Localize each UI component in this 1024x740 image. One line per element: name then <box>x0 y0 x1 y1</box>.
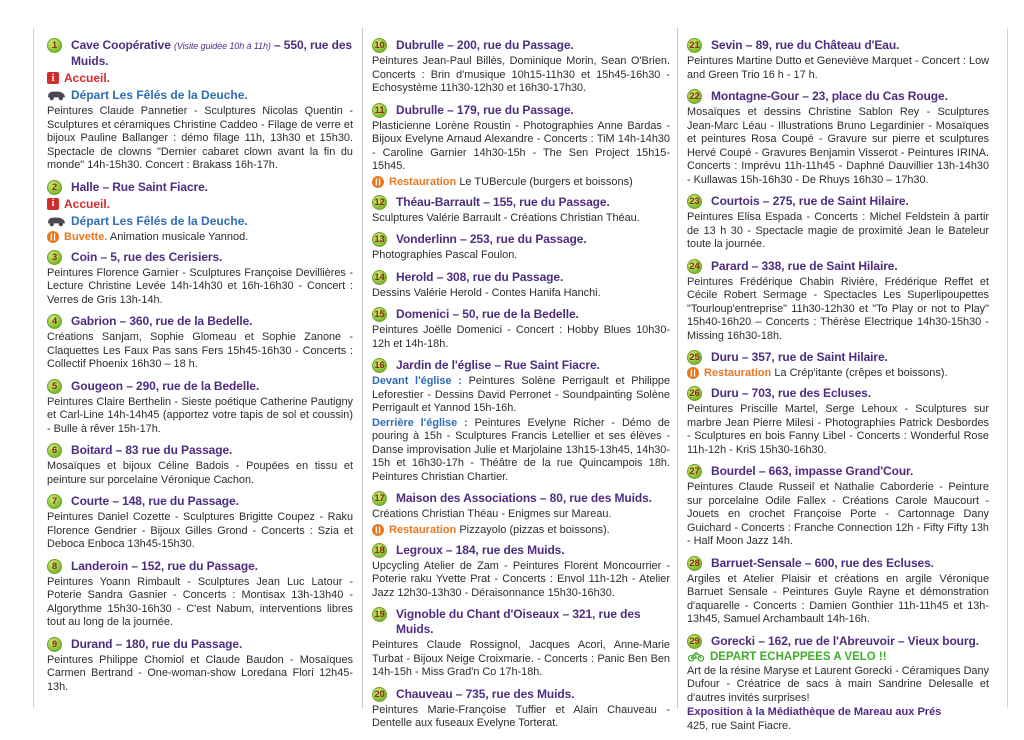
program-entry <box>687 350 989 379</box>
entry-address: – 338, rue de Saint Hilaire. <box>751 258 898 273</box>
buvette-row <box>47 231 353 243</box>
restauration-label: Restauration <box>704 367 772 379</box>
restauration-icon <box>687 367 699 379</box>
program-entry <box>47 379 353 437</box>
entry-description <box>47 654 353 695</box>
body-lead: Derrière l'église : <box>372 416 468 429</box>
entry-description <box>372 324 670 351</box>
entry-number-badge: 14 <box>372 270 387 285</box>
accueil-row <box>47 197 353 211</box>
entry-number-badge: 18 <box>372 543 387 558</box>
entry-description-text: Argiles et Atelier Plaisir et créations en argile Véronique Barruet Sensale - Peintures Guyle Rayne et démonstration d'aquarelle - Concerts : Damien Gonthier 11h-11h45 et 13h-13h45, Samuel Archambault 14h-16h. <box>687 572 989 625</box>
restauration-row <box>687 367 989 379</box>
entry-title <box>372 307 670 322</box>
entry-title <box>372 270 670 285</box>
restauration-detail: Pizzayolo (pizzas et boissons). <box>459 523 610 536</box>
entry-title <box>372 103 670 118</box>
entry-address: – 184, rue des Muids. <box>445 542 565 557</box>
entry-description <box>687 481 989 549</box>
entry-address: – 148, rue du Passage. <box>112 494 239 508</box>
program-entry <box>47 250 353 308</box>
entry-title <box>372 195 670 210</box>
entry-title <box>687 634 989 649</box>
page-left-rule <box>33 28 34 708</box>
accueil-row <box>47 71 353 85</box>
entry-number-badge: 12 <box>372 195 387 210</box>
entry-description-text: Upcycling Atelier de Zam - Peintures Florent Moncourrier - Poterie raku Yvette Prat - Concerts : Envol 11h-12h - Atelier Jazz 12h30-13h30 - Déraisonnance 15h30-16h30. <box>372 559 670 599</box>
entry-venue-name: Maison des Associations <box>396 491 537 505</box>
entry-venue-name: Bourdel <box>711 464 756 478</box>
entry-address: – 5, rue des Cerisiers. <box>100 249 223 264</box>
entry-title <box>687 89 989 104</box>
entry-description <box>372 55 670 96</box>
depart-row-label: Départ Les Fêlés de la Deuche. <box>71 213 248 228</box>
program-entry <box>372 491 670 536</box>
entry-description <box>372 375 670 416</box>
accueil-info-icon: i <box>47 198 59 210</box>
program-entry <box>372 543 670 601</box>
entry-venue-name: Gougeon <box>71 378 123 393</box>
entry-description <box>687 276 989 344</box>
entry-number-badge: 5 <box>47 379 62 394</box>
entry-description-text: Peintures Claude Pannetier - Sculptures Nicolas Quentin - Sculptures et céramiques Christine Caddeo - Filage de verre et bijoux Pauline Ballanger : démo filage 11h, 13h30 et 15h30. Spectacle de clowns "Dernier cabaret clown avant la fin du monde" 14h-15h30. Concert : Brakass 16h-17h. <box>47 105 353 171</box>
entry-description <box>47 511 353 552</box>
restauration-row-text <box>389 176 633 188</box>
entry-title <box>687 259 989 274</box>
entry-description <box>687 106 989 187</box>
accueil-row-label: Accueil. <box>64 196 111 211</box>
entry-venue-name: Gabrion <box>71 314 117 328</box>
entry-address: – 200, rue du Passage. <box>447 38 574 52</box>
buvette-label: Buvette. <box>64 230 108 243</box>
entry-address: – 80, rue des Muids. <box>539 491 652 505</box>
restauration-row <box>372 176 670 188</box>
entry-title <box>47 494 353 509</box>
entry-number-badge: 25 <box>687 350 702 365</box>
entry-description-text: Plasticienne Lorène Roustin - Photographies Anne Bardas - Bijoux Evelyne Arnaud Alexandre - Concerts : TiM 14h-14h30 - Caroline Garnier 14h30-15h - The Sen Project 15h15-15h45. <box>372 119 670 172</box>
program-column-middle <box>372 38 670 738</box>
entry-address: – 253, rue du Passage. <box>460 232 587 246</box>
entry-venue-name: Boitard <box>71 443 113 457</box>
entry-description-text: Peintures Jean-Paul Billès, Dominique Morin, Sean O'Brien. Concerts : Brin d'musique 10h15-11h30 et 15h45-16h30 - Echosystème 11h30-12h30 et 16h30-17h30. <box>372 55 670 94</box>
entry-number-badge: 7 <box>47 494 62 509</box>
entry-title <box>687 464 989 479</box>
accueil-info-icon: i <box>47 72 59 84</box>
entry-description-text: Peintures Evelyne Richer - Démo de pouring à 15h - Sculptures Francis Letellier et ses élèves - Danse improvisation Julie et Marjolaine 13h15-13h45, 14h30-15h et 16h30-17h - Théâtre de la rue Quincampois 18h. Peintures Christian Chartier. <box>372 416 670 483</box>
entry-description-text: Créations Sanjam, Sophie Glomeau et Sophie Zanone - Claquettes Les Faux Pas sans Fers 15h45-16h30 - Concerts : Collectif Phoenix 16h30 – 18 h. <box>47 331 353 370</box>
depart-row <box>47 88 353 102</box>
program-entry <box>47 180 353 243</box>
entry-number-badge: 15 <box>372 307 387 322</box>
entry-number-badge: 23 <box>687 194 702 209</box>
depart-row-label: Départ Les Fêlés de la Deuche. <box>71 88 248 102</box>
entry-address: – 357, rue de Saint Hilaire. <box>741 350 888 364</box>
entry-title <box>47 637 353 652</box>
entry-description <box>687 403 989 457</box>
entry-number-badge: 29 <box>687 634 702 649</box>
entry-title <box>47 443 353 458</box>
entry-description <box>372 287 670 301</box>
program-entry <box>687 464 989 549</box>
program-entry <box>687 38 989 82</box>
entry-number-badge: 13 <box>372 232 387 247</box>
entry-description-text: Dessins Valérie Herold - Contes Hanifa Hanchi. <box>372 286 601 299</box>
program-entry <box>47 443 353 487</box>
accueil-row-label: Accueil. <box>64 71 111 85</box>
entry-description-text: Peintures Frédérique Chabin Rivière, Frédérique Reffet et Cécile Robert Sermage - Spectacles Les Superlipoupettes "Tourloup'entreprise" 11h30-12h30 et "To Play or not to Play" 15h40-16h20 – Concerts : Thérèse Electrique 14h30-15h30 - Missing 16h30-18h. <box>687 275 989 342</box>
entry-description-text: Peintures Joëlle Domenici - Concert : Hobby Blues 10h30-12h et 14h-18h. <box>372 324 670 350</box>
entry-venue-name: Duru <box>711 350 739 364</box>
entry-venue-name: Courtois <box>711 194 760 208</box>
entry-address: – Rue Saint Fiacre. <box>494 358 600 372</box>
program-entry <box>687 634 989 734</box>
entry-description-text: Photographies Pascal Foulon. <box>372 249 518 261</box>
program-column-left <box>47 38 353 701</box>
body-lead: Devant l'église : <box>372 375 462 387</box>
bicycle-icon <box>687 651 705 662</box>
entry-title <box>47 559 353 574</box>
entry-venue-name: Gorecki <box>711 633 755 648</box>
entry-title <box>47 250 353 265</box>
entry-number-badge: 9 <box>47 637 62 652</box>
entry-title <box>47 38 353 69</box>
entry-venue-name: Durand <box>71 636 113 651</box>
entry-title <box>372 607 670 637</box>
entry-number-badge: 19 <box>372 607 387 622</box>
program-entry <box>372 232 670 263</box>
entry-number-badge: 3 <box>47 250 62 265</box>
entry-address: – 179, rue du Passage. <box>447 102 574 117</box>
entry-address: – 89, rue du Château d'Eau. <box>745 38 900 52</box>
entry-address: – 703, rue des Ecluses. <box>741 386 871 400</box>
entry-description-text: Peintures Priscille Martel, Serge Lehoux - Sculptures sur marbre Jean Pierre Milesi - Photographies Patrick Desbordes - Sculptures en bois Fanny Libel - Concerts : Wonderful Rose 11h-12h - KriS 15h30-16h30. <box>687 403 989 456</box>
entry-venue-name: Courte <box>71 494 110 508</box>
entry-title <box>47 314 353 329</box>
entry-venue-name: Legroux <box>396 542 443 557</box>
program-entry <box>687 386 989 457</box>
entry-address: – 290, rue de la Bedelle. <box>126 378 260 393</box>
entry-title <box>687 556 989 571</box>
entry-description-text: Peintures Marie-Françoise Tuffier et Alain Chauveau - Dentelle aux fuseaux Evelyne Torterat. <box>372 703 670 729</box>
program-entry <box>47 559 353 630</box>
entry-number-badge: 4 <box>47 314 62 329</box>
entry-description <box>372 212 670 226</box>
entry-description <box>372 417 670 485</box>
entry-description-text: Peintures Daniel Cozette - Sculptures Brigitte Coupez - Raku Florence Gendrier - Bijoux Gilles Grond - Concerts : Szia et Deboca Enboca 13h45-15h30. <box>47 511 353 550</box>
entry-number-badge: 17 <box>372 491 387 506</box>
restauration-row-text <box>704 367 948 379</box>
entry-description-text: Peintures Claude Rossignol, Jacques Acori, Anne-Marie Turbat - Bijoux Neige Croixmarie. - Concerts : Panic Ben Ben 14h-15h - Miss Grad'n Co 17h-18h. <box>372 639 670 678</box>
entry-number-badge: 10 <box>372 38 387 53</box>
entry-description <box>47 460 353 487</box>
entry-description-text: Mosaïques et dessins Christine Sablon Rey - Sculptures Jean-Marc Léau - Illustrations Bruno Legardinier - Mosaïques et peintures Rosa Coupé - Gravure sur pierre et sculptures Hervé Coupé - Gravures Benjamin Visserot - Peintures IRINA. Concerts : Imprévu 11h-11h45 - Daphné Dauvillier 13h-14h30 - Kullawas 15h-16h30 - De Rhuys 16h30 – 17h30. <box>687 106 989 186</box>
entry-description-text: Créations Christian Théau - Enigmes sur Mareau. <box>372 508 612 520</box>
entry-address: – 735, rue des Muids. <box>455 686 575 701</box>
entry-title <box>47 180 353 195</box>
entry-description <box>47 105 353 173</box>
entry-address: – 360, rue de la Bedelle. <box>119 314 253 328</box>
entry-title <box>372 543 670 558</box>
program-entry <box>687 556 989 627</box>
entry-description <box>47 396 353 437</box>
entry-address: – 83 rue du Passage. <box>115 443 233 457</box>
entry-address: – 162, rue de l'Abreuvoir – Vieux bourg. <box>758 633 979 648</box>
restauration-icon <box>47 231 59 243</box>
entry-number-badge: 21 <box>687 38 702 53</box>
entry-venue-name: Sevin <box>711 38 743 52</box>
entry-title <box>372 358 670 373</box>
entry-address: – 663, impasse Grand'Cour. <box>758 464 914 478</box>
entry-description <box>47 331 353 372</box>
velo-depart-row <box>687 651 989 663</box>
entry-venue-name: Théau-Barrault <box>396 194 480 209</box>
restauration-icon <box>372 524 384 536</box>
entry-title <box>372 491 670 506</box>
entry-description <box>372 639 670 680</box>
entry-description <box>372 508 670 522</box>
page-right-rule <box>1007 28 1008 708</box>
entry-number-badge: 2 <box>47 180 62 195</box>
expo-title: Exposition à la Médiathèque de Mareau aux Prés <box>687 706 942 718</box>
entry-title <box>687 386 989 401</box>
entry-number-badge: 1 <box>47 38 62 53</box>
program-column-right <box>687 38 989 740</box>
entry-venue-name: Herold <box>396 269 434 284</box>
column-divider-2 <box>677 28 678 708</box>
program-entry <box>372 607 670 680</box>
entry-venue-name: Montagne-Gour <box>711 89 800 103</box>
entry-venue-name: Coin <box>71 249 98 264</box>
entry-description-text: Sculptures Valérie Barrault - Créations Christian Théau. <box>372 211 640 224</box>
restauration-row <box>372 524 670 536</box>
entry-venue-name: Landeroin <box>71 558 129 573</box>
entry-description-text: Peintures Claire Berthelin - Sieste poétique Catherine Pautigny et Carl-Line 14h-14h45 (apportez votre tapis de sol et coussin) - Bulle à rêver 15h-17h. <box>47 395 353 435</box>
program-entry <box>372 103 670 188</box>
entry-venue-name: Cave Coopérative <box>71 38 171 52</box>
restauration-detail: La Crép'itante (crêpes et boissons). <box>774 367 948 379</box>
entry-description-text: Peintures Claude Russeil et Nathalie Caborderie - Peinture sur porcelaine Odile Fallex - Créations Carole Maucourt - Jouets en crochet Françoise Porte - Cartonnage Dany Guichard - Concerts : Franche Connection 12h - Fifty Fifty 13h - Half Moon Jazz 14h. <box>687 481 989 547</box>
entry-description <box>372 560 670 601</box>
entry-number-badge: 28 <box>687 556 702 571</box>
program-entry <box>687 194 989 252</box>
entry-number-badge: 27 <box>687 464 702 479</box>
restauration-label: Restauration <box>389 175 457 188</box>
entry-address: – Rue Saint Fiacre. <box>102 179 208 194</box>
buvette-detail: Animation musicale Yannod. <box>109 230 249 243</box>
entry-description-text: Mosaïques et bijoux Céline Badois - Poupées en tissu et peinture sur porcelaine Véronique Cachon. <box>47 460 353 486</box>
program-entry <box>372 195 670 226</box>
entry-title <box>687 38 989 53</box>
program-entry <box>372 270 670 301</box>
program-entry <box>47 38 353 173</box>
entry-description <box>372 249 670 263</box>
restauration-row-text <box>389 524 610 536</box>
entry-address: – 155, rue du Passage. <box>483 194 610 209</box>
entry-description <box>372 704 670 731</box>
program-entry <box>47 314 353 372</box>
entry-address: – 600, rue des Ecluses. <box>804 555 934 570</box>
entry-description <box>47 576 353 630</box>
program-entry <box>372 358 670 484</box>
buvette-row-text <box>64 231 248 243</box>
entry-title-note: (Visite guidée 10h à 11h) <box>174 41 271 51</box>
restauration-icon <box>372 176 384 188</box>
program-entry <box>47 637 353 695</box>
entry-venue-name: Barruet-Sensale <box>711 555 802 570</box>
entry-number-badge: 6 <box>47 443 62 458</box>
entry-description-text: Peintures Elisa Espada - Concerts : Michel Feldstein à partir de 13 h 30 - Spectacle magie de proximité Jean le Bateleur toute la journée. <box>687 211 989 250</box>
entry-title <box>372 232 670 247</box>
program-entry <box>687 259 989 344</box>
entry-description <box>687 55 989 82</box>
program-entry <box>372 307 670 351</box>
entry-number-badge: 16 <box>372 358 387 373</box>
program-entry <box>372 38 670 96</box>
entry-title <box>372 38 670 53</box>
entry-description-text: Peintures Philippe Chomiol et Claude Baudon - Mosaïques Carmen Bertrand - One-woman-show Loredana Flori 12h45-13h. <box>47 653 353 693</box>
entry-title <box>687 350 989 365</box>
entry-number-badge: 8 <box>47 559 62 574</box>
entry-number-badge: 20 <box>372 687 387 702</box>
entry-description-text: Peintures Solène Perrigault et Philippe Leforestier - Dessins David Perronet - Soundpainting Solène Perrigault et Yannod 15h-16h. <box>372 375 671 414</box>
entry-venue-name: Vignoble du Chant d'Oiseaux <box>396 607 560 621</box>
entry-venue-name: Dubrulle <box>396 38 444 52</box>
entry-title <box>47 379 353 394</box>
entry-number-badge: 26 <box>687 386 702 401</box>
entry-venue-name: Chauveau <box>396 686 453 701</box>
entry-description-text: Art de la résine Maryse et Laurent Gorecki - Céramiques Dany Dufour - Créatrice de sacs à main Sandrine Delesalle et d'autres invités surprises! <box>687 664 989 704</box>
deuche-car-icon <box>47 215 66 227</box>
column-divider-1 <box>362 28 363 708</box>
entry-title <box>687 194 989 209</box>
entry-venue-name: Halle <box>71 179 100 194</box>
entry-description <box>687 573 989 627</box>
entry-address: – 308, rue du Passage. <box>436 269 564 284</box>
entry-description <box>47 267 353 308</box>
entry-description-text: Peintures Florence Garnier - Sculptures Françoise Devillières - Lecture Christine Levée 14h-14h30 et 16h-16h30 - Concert : Verres de Gris 13h-14h. <box>47 266 353 306</box>
entry-number-badge: 11 <box>372 103 387 118</box>
entry-venue-name: Dubrulle <box>396 102 444 117</box>
entry-venue-name: Duru <box>711 386 739 400</box>
entry-description-text: Peintures Martine Dutto et Geneviève Marquet - Concert : Low and Green Trio 16 h - 17 h. <box>687 55 989 81</box>
entry-number-badge: 24 <box>687 259 702 274</box>
entry-description-text: Peintures Yoann Rimbault - Sculptures Jean Luc Latour - Poterie Sandra Gasnier - Concerts : Montisax 13h-13h40 - Algorythme 15h30-16h30 - C'est Nabum, interventions libres tout au long de la journée. <box>47 575 353 628</box>
velo-depart-row-label: DEPART ECHAPPEES A VELO !! <box>710 650 887 663</box>
entry-description <box>372 120 670 174</box>
entry-address: – 275, rue de Saint Hilaire. <box>762 194 909 208</box>
program-entry <box>47 494 353 552</box>
entry-venue-name: Parard <box>711 258 749 273</box>
entry-address: – 550, rue des Muids. <box>71 38 352 68</box>
restauration-label: Restauration <box>389 523 457 536</box>
deuche-car-icon <box>47 89 66 101</box>
entry-venue-name: Vonderlinn <box>396 232 457 246</box>
entry-address: – 321, rue des Muids. <box>396 607 641 636</box>
depart-row <box>47 214 353 228</box>
entry-description <box>687 665 989 706</box>
entry-number-badge: 22 <box>687 89 702 104</box>
entry-description <box>687 211 989 252</box>
entry-address: – 180, rue du Passage. <box>115 636 243 651</box>
program-entry <box>687 89 989 187</box>
entry-address: – 23, place du Cas Rouge. <box>802 89 948 103</box>
entry-address: – 50, rue de la Bedelle. <box>452 307 579 321</box>
entry-address: – 152, rue du Passage. <box>131 558 258 573</box>
entry-venue-name: Domenici <box>396 307 450 321</box>
expo-address: 425, rue Saint Fiacre. <box>687 719 792 732</box>
entry-venue-name: Jardin de l'église <box>396 358 492 372</box>
entry-title <box>372 687 670 702</box>
restauration-detail: Le TUBercule (burgers et boissons) <box>459 175 633 188</box>
